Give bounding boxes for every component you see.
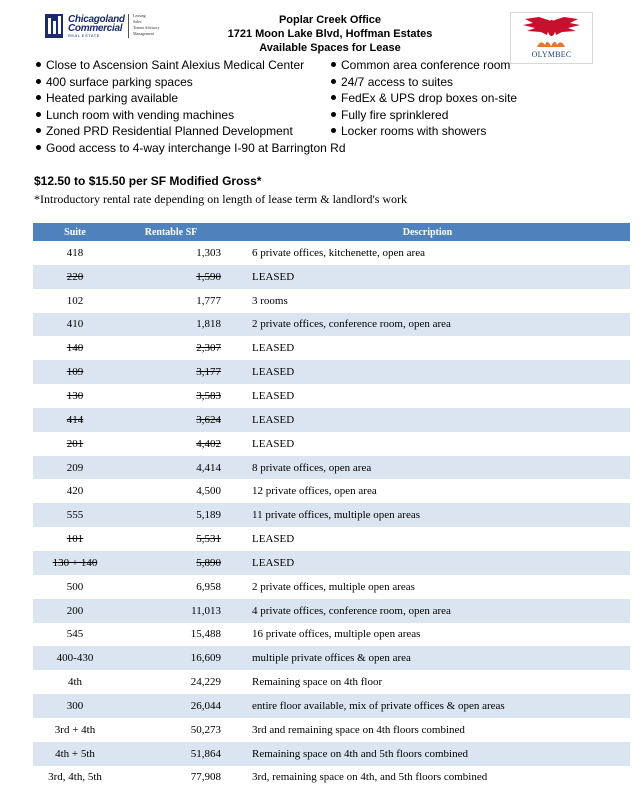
suite-cell: 130 + 140 bbox=[52, 556, 98, 569]
bullet-icon bbox=[36, 95, 41, 100]
feature-item bbox=[331, 123, 486, 139]
feature-item bbox=[36, 57, 304, 73]
suite-cell: 300 bbox=[66, 699, 84, 712]
rentable-sf-cell: 51,864 bbox=[190, 747, 221, 760]
description-cell: 16 private offices, multiple open areas bbox=[252, 628, 421, 641]
description-cell: 8 private offices, open area bbox=[252, 461, 372, 474]
description-cell: multiple private offices & open area bbox=[252, 652, 411, 665]
bullet-icon bbox=[36, 112, 41, 117]
bullet-icon bbox=[36, 79, 41, 84]
description-cell: 2 private offices, conference room, open area bbox=[252, 318, 451, 331]
page-header bbox=[180, 13, 480, 55]
rentable-sf-cell: 26,044 bbox=[190, 699, 221, 712]
feature-text: 400 surface parking spaces bbox=[46, 74, 193, 89]
description-cell: 6 private offices, kitchenette, open area bbox=[252, 246, 425, 259]
rentable-sf-cell: 6,958 bbox=[196, 580, 221, 593]
table-row bbox=[33, 313, 630, 337]
feature-item bbox=[331, 107, 448, 123]
rentable-sf-cell: 1,590 bbox=[196, 270, 221, 283]
suite-cell: 220 bbox=[66, 270, 84, 283]
logo-brand-line3: REAL ESTATE bbox=[68, 33, 100, 38]
column-header-suite: Suite bbox=[33, 223, 117, 241]
suite-cell: 410 bbox=[66, 318, 84, 331]
suite-cell: 109 bbox=[66, 366, 84, 379]
table-row bbox=[33, 360, 630, 384]
rental-rate: $12.50 to $15.50 per SF Modified Gross* bbox=[34, 174, 262, 188]
logo-service: Leasing bbox=[133, 13, 146, 18]
table-row bbox=[33, 575, 630, 599]
column-header-description: Description bbox=[225, 223, 630, 241]
logo-service: Tenant Advisory bbox=[133, 25, 160, 30]
feature-item bbox=[36, 90, 178, 106]
logo-service: Sales bbox=[133, 19, 142, 24]
feature-text: Good access to 4-way interchange I-90 at Barrington Rd bbox=[46, 140, 346, 155]
suite-cell: 209 bbox=[66, 461, 84, 474]
rentable-sf-cell: 77,908 bbox=[190, 771, 221, 784]
feature-text: Close to Ascension Saint Alexius Medical Center bbox=[46, 58, 305, 72]
description-cell: LEASED bbox=[252, 270, 295, 283]
bullet-icon bbox=[331, 128, 336, 133]
rentable-sf-cell: 3,583 bbox=[196, 389, 221, 402]
rentable-sf-cell: 4,500 bbox=[196, 485, 221, 498]
suite-cell: 418 bbox=[66, 246, 84, 259]
table-row bbox=[33, 742, 630, 766]
logo-services bbox=[133, 13, 160, 37]
rentable-sf-cell: 1,303 bbox=[196, 246, 221, 259]
rentable-sf-cell: 50,273 bbox=[190, 723, 221, 736]
table-row bbox=[33, 694, 630, 718]
rentable-sf-cell: 2,307 bbox=[196, 342, 221, 355]
description-cell: LEASED bbox=[252, 342, 295, 355]
table-row bbox=[33, 503, 630, 527]
table-row bbox=[33, 479, 630, 503]
rate-footnote: *Introductory rental rate depending on length of lease term & landlord's work bbox=[34, 192, 408, 206]
table-header-row bbox=[33, 223, 630, 241]
feature-text: Lunch room with vending machines bbox=[46, 107, 235, 122]
table-row bbox=[33, 432, 630, 456]
feature-text: Fully fire sprinklered bbox=[341, 107, 449, 122]
feature-text: Locker rooms with showers bbox=[341, 124, 487, 138]
description-cell: 12 private offices, open area bbox=[252, 485, 377, 498]
suite-cell: 414 bbox=[66, 413, 84, 426]
suite-cell: 200 bbox=[66, 604, 84, 617]
description-cell: 3rd and remaining space on 4th floors combined bbox=[252, 723, 465, 736]
feature-list bbox=[36, 57, 636, 157]
rentable-sf-cell: 4,402 bbox=[196, 437, 221, 450]
feature-item bbox=[36, 123, 293, 139]
rentable-sf-cell: 3,624 bbox=[196, 413, 221, 426]
available-spaces-table bbox=[33, 223, 630, 789]
suite-cell: 201 bbox=[66, 437, 84, 450]
table-row bbox=[33, 456, 630, 480]
suite-cell: 555 bbox=[66, 509, 84, 522]
description-cell: entire floor available, mix of private offices & open areas bbox=[252, 699, 505, 712]
bullet-icon bbox=[331, 112, 336, 117]
rentable-sf-cell: 11,013 bbox=[191, 604, 221, 617]
description-cell: LEASED bbox=[252, 533, 295, 546]
rentable-sf-cell: 15,488 bbox=[190, 628, 221, 641]
description-cell: LEASED bbox=[252, 556, 295, 569]
bullet-icon bbox=[331, 79, 336, 84]
olymbec-wordmark: OLYMBEC bbox=[531, 50, 572, 59]
description-cell: 3rd, remaining space on 4th, and 5th floors combined bbox=[252, 771, 488, 784]
description-cell: LEASED bbox=[252, 437, 295, 450]
table-row bbox=[33, 551, 630, 575]
suite-cell: 4th + 5th bbox=[55, 747, 95, 760]
feature-text: Heated parking available bbox=[46, 91, 179, 105]
description-cell: Remaining space on 4th and 5th floors combined bbox=[252, 747, 468, 760]
phoenix-icon bbox=[511, 13, 592, 51]
table-row bbox=[33, 289, 630, 313]
table-row bbox=[33, 336, 630, 360]
feature-item bbox=[36, 74, 193, 90]
suite-cell: 101 bbox=[66, 533, 84, 546]
suite-cell: 500 bbox=[66, 580, 84, 593]
feature-text: 24/7 access to suites bbox=[341, 74, 454, 89]
bullet-icon bbox=[331, 95, 336, 100]
suite-cell: 3rd, 4th, 5th bbox=[48, 771, 102, 784]
table-row bbox=[33, 408, 630, 432]
column-header-rentable-sf: Rentable SF bbox=[117, 223, 225, 241]
suite-cell: 102 bbox=[66, 294, 84, 307]
table-row bbox=[33, 599, 630, 623]
header-subtitle: Available Spaces for Lease bbox=[259, 42, 401, 54]
feature-item bbox=[331, 74, 453, 90]
description-cell: LEASED bbox=[252, 366, 295, 379]
header-address: 1721 Moon Lake Blvd, Hoffman Estates bbox=[227, 28, 433, 40]
description-cell: LEASED bbox=[252, 389, 295, 402]
description-cell: Remaining space on 4th floor bbox=[252, 676, 383, 689]
suite-cell: 545 bbox=[66, 628, 84, 641]
suite-cell: 140 bbox=[66, 342, 84, 355]
logo-brand-line2: Commercial bbox=[68, 23, 123, 34]
feature-text: Common area conference room bbox=[341, 58, 511, 72]
rentable-sf-cell: 4,414 bbox=[196, 461, 221, 474]
table-row bbox=[33, 766, 630, 790]
suite-cell: 420 bbox=[66, 485, 84, 498]
bullet-icon bbox=[36, 128, 41, 133]
table-row bbox=[33, 718, 630, 742]
rentable-sf-cell: 16,609 bbox=[190, 652, 221, 665]
table-row bbox=[33, 670, 630, 694]
description-cell: 4 private offices, conference room, open area bbox=[252, 604, 451, 617]
description-cell: 2 private offices, multiple open areas bbox=[252, 580, 415, 593]
rentable-sf-cell: 1,818 bbox=[196, 318, 221, 331]
rentable-sf-cell: 5,531 bbox=[196, 533, 221, 546]
suite-cell: 130 bbox=[66, 389, 84, 402]
rentable-sf-cell: 1,777 bbox=[196, 294, 221, 307]
feature-item bbox=[331, 57, 510, 73]
rentable-sf-cell: 24,229 bbox=[190, 676, 221, 689]
chicagoland-logo bbox=[44, 12, 170, 42]
bullet-icon bbox=[36, 145, 41, 150]
table-row bbox=[33, 527, 630, 551]
logo-service: Management bbox=[133, 31, 154, 36]
description-cell: LEASED bbox=[252, 413, 295, 426]
rentable-sf-cell: 5,189 bbox=[196, 509, 221, 522]
table-row bbox=[33, 384, 630, 408]
feature-text: Zoned PRD Residential Planned Development bbox=[46, 124, 293, 138]
table-row bbox=[33, 241, 630, 265]
feature-text: FedEx & UPS drop boxes on-site bbox=[341, 91, 518, 105]
description-cell: 11 private offices, multiple open areas bbox=[252, 509, 420, 522]
feature-item bbox=[36, 107, 234, 123]
bullet-icon bbox=[36, 62, 41, 67]
header-building: Poplar Creek Office bbox=[278, 14, 382, 26]
suite-cell: 400-430 bbox=[56, 652, 94, 665]
description-cell: 3 rooms bbox=[252, 294, 288, 307]
table-row bbox=[33, 265, 630, 289]
bullet-icon bbox=[331, 62, 336, 67]
table-row bbox=[33, 623, 630, 647]
rentable-sf-cell: 3,177 bbox=[196, 366, 221, 379]
rentable-sf-cell: 5,890 bbox=[196, 556, 221, 569]
logo-brand bbox=[64, 14, 129, 38]
suite-cell: 3rd + 4th bbox=[54, 723, 96, 736]
logo-brand-line1: Chicagoland bbox=[68, 14, 125, 25]
table-row bbox=[33, 646, 630, 670]
feature-item bbox=[331, 90, 517, 106]
suite-cell: 4th bbox=[67, 676, 83, 689]
feature-item bbox=[36, 140, 346, 156]
